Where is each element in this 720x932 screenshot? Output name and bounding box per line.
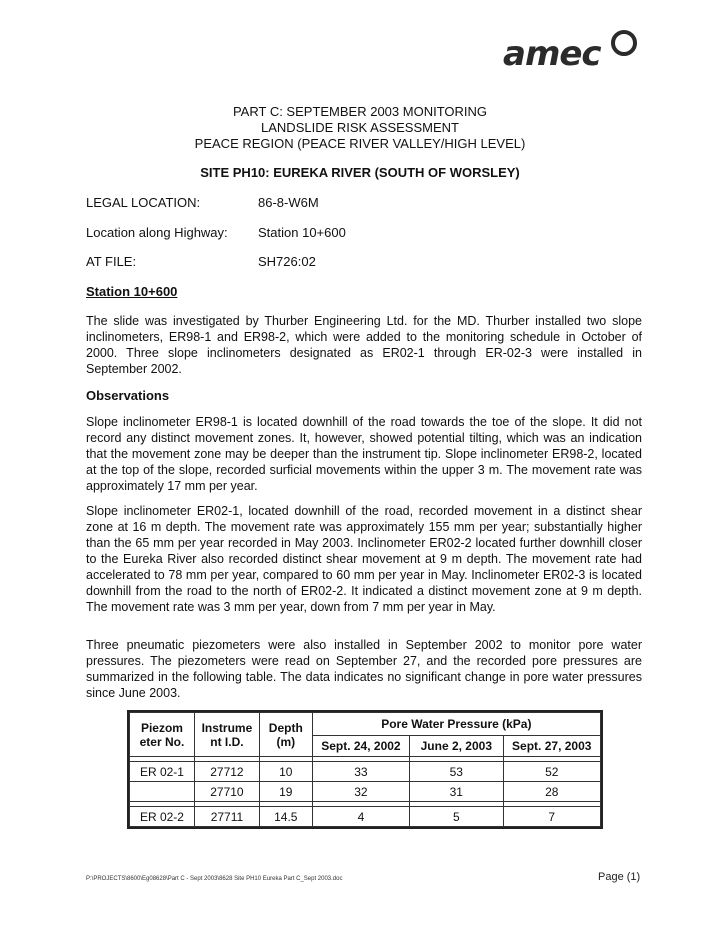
logo-swirl-icon bbox=[611, 30, 637, 56]
cell-instrument: 27712 bbox=[194, 762, 259, 782]
cell-piezometer: ER 02-2 bbox=[130, 807, 195, 827]
field-value: Station 10+600 bbox=[258, 225, 346, 240]
document-header bbox=[0, 104, 720, 152]
column-header-date: Sept. 24, 2002 bbox=[312, 736, 409, 757]
station-heading: Station 10+600 bbox=[86, 284, 178, 299]
cell-instrument: 27710 bbox=[194, 782, 259, 802]
cell-depth: 14.5 bbox=[259, 807, 312, 827]
observation-paragraph-2: Slope inclinometer ER02-1, located downhill of the road, recorded movement in a distinct shear zone at 16 m depth. The movement rate was approximately 155 mm per year; substantially higher than the 65 mm per year recorded in May 2003. Inclinometer ER02-2 located further downhill closer to the Eureka River also recorded distinct shear movement at 9 m depth. The movement rate had accelerated to 78 mm per year, compared to 60 mm per year in May. Inclinometer ER02-3 is located downhill from the road to the north of ER02-2. It indicated a distinct movement zone at 9 m depth. The movement rate was 3 mm per year, down from 7 mm per year in May. bbox=[86, 504, 642, 614]
column-header-date: Sept. 27, 2003 bbox=[503, 736, 601, 757]
table-row bbox=[130, 807, 601, 827]
observations-heading: Observations bbox=[86, 388, 170, 403]
column-header-piezometer: Piezom eter No. bbox=[130, 713, 195, 757]
cell-piezometer: ER 02-1 bbox=[130, 762, 195, 782]
table-row bbox=[130, 782, 601, 802]
cell-pressure: 53 bbox=[410, 762, 503, 782]
cell-depth: 10 bbox=[259, 762, 312, 782]
cell-instrument: 27711 bbox=[194, 807, 259, 827]
column-group-pore-pressure: Pore Water Pressure (kPa) bbox=[312, 713, 600, 736]
cell-piezometer bbox=[130, 782, 195, 802]
column-header-date: June 2, 2003 bbox=[410, 736, 503, 757]
field-label: LEGAL LOCATION: bbox=[86, 195, 201, 210]
cell-pressure: 28 bbox=[503, 782, 601, 802]
field-label: Location along Highway: bbox=[86, 225, 228, 240]
site-title: SITE PH10: EUREKA RIVER (SOUTH OF WORSLEY) bbox=[200, 165, 520, 180]
header-line-1: PART C: SEPTEMBER 2003 MONITORING bbox=[232, 104, 488, 119]
amec-logo bbox=[503, 30, 653, 80]
header-line-2: LANDSLIDE RISK ASSESSMENT bbox=[261, 120, 459, 135]
cell-pressure: 33 bbox=[312, 762, 409, 782]
observation-paragraph-3: Three pneumatic piezometers were also installed in September 2002 to monitor pore water pressures. The piezometers were read on September 27, and the recorded pore pressures are summarized in the following table. The data indicates no significant change in pore water pressures since June 2003. bbox=[86, 638, 642, 700]
cell-pressure: 7 bbox=[503, 807, 601, 827]
pore-pressure-table bbox=[127, 710, 603, 829]
footer-file-path: P:\PROJECTS\8600\Eg08628\Part C - Sept 2003\8628 Site PH10 Eureka Part C_Sept 2003.doc bbox=[86, 876, 343, 882]
field-value: 86-8-W6M bbox=[258, 195, 319, 210]
cell-pressure: 5 bbox=[410, 807, 503, 827]
footer-page-number: Page (1) bbox=[598, 871, 641, 883]
cell-depth: 19 bbox=[259, 782, 312, 802]
logo-wordmark: amec bbox=[503, 34, 601, 74]
field-label: AT FILE: bbox=[86, 254, 137, 269]
header-line-3: PEACE REGION (PEACE RIVER VALLEY/HIGH LEVEL) bbox=[194, 136, 526, 151]
cell-pressure: 4 bbox=[312, 807, 409, 827]
column-header-instrument: Instrume nt I.D. bbox=[194, 713, 259, 757]
cell-pressure: 32 bbox=[312, 782, 409, 802]
column-header-depth: Depth (m) bbox=[259, 713, 312, 757]
field-value: SH726:02 bbox=[258, 254, 316, 269]
observation-paragraph-1: Slope inclinometer ER98-1 is located downhill of the road towards the toe of the slope. It did not record any distinct movement zones. It, however, showed potential tilting, which was an indication that the movement zone may be deeper than the instrument tip. Slope inclinometer ER98-2, located at the top of the slope, recorded surficial movements within the upper 3 m. The movement rate was approximately 17 mm per year. bbox=[86, 415, 642, 493]
table-row bbox=[130, 762, 601, 782]
cell-pressure: 31 bbox=[410, 782, 503, 802]
table-header-row bbox=[130, 713, 601, 736]
cell-pressure: 52 bbox=[503, 762, 601, 782]
intro-paragraph: The slide was investigated by Thurber Engineering Ltd. for the MD. Thurber installed two slope inclinometers, ER98-1 and ER98-2, which were added to the monitoring schedule in October of 2000. Three slope inclinometers designated as ER02-1 through ER-02-3 were installed in September 2002. bbox=[86, 314, 642, 376]
